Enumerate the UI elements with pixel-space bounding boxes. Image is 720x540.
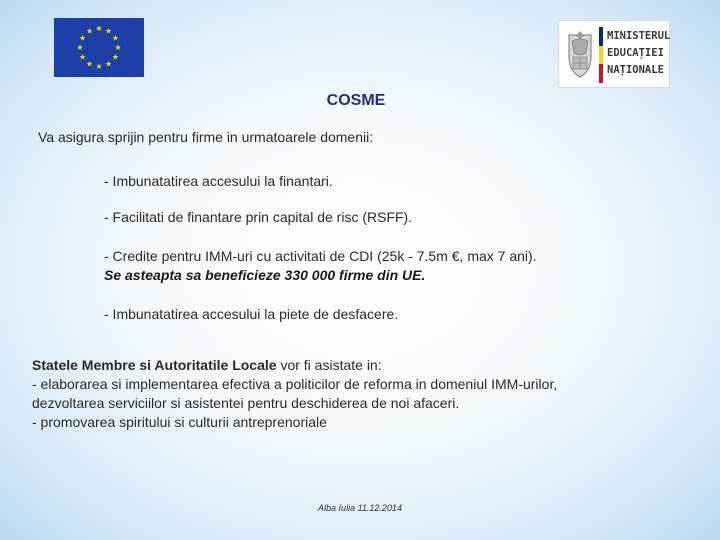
states-heading-line [32, 356, 557, 375]
eu-star-icon [115, 44, 121, 50]
eu-star-icon [112, 35, 118, 41]
intro-text: Va asigura sprijin pentru firme in urmatoarele domenii: [38, 129, 374, 145]
member-states-paragraph [32, 356, 557, 432]
tricolor-blue [599, 27, 603, 46]
romanian-crest-icon [563, 27, 597, 81]
bullet-item: - Facilitati de finantare prin capital de risc (RSFF). [104, 209, 413, 225]
footer-date-location: Alba Iulia 11.12.2014 [318, 503, 402, 513]
eu-star-icon [105, 28, 111, 34]
eu-star-icon [96, 25, 102, 31]
ministry-line: NAȚIONALE [607, 64, 664, 76]
states-rest: vor fi asistate in: [276, 357, 382, 373]
eu-star-icon [86, 28, 92, 34]
eu-star-icon [96, 63, 102, 69]
bullet-item: - Imbunatatirea accesului la piete de desfacere. [104, 306, 399, 322]
states-bold: Statele Membre si Autoritatile Locale [32, 357, 277, 373]
eu-flag-icon [54, 18, 144, 77]
states-line: dezvoltarea serviciilor si asistentei pentru deschiderea de noi afaceri. [32, 395, 460, 411]
slide-title: COSME [326, 92, 386, 109]
states-line: - promovarea spiritului si culturii antreprenoriale [32, 414, 327, 430]
tricolor-yellow [599, 46, 603, 65]
eu-star-icon [105, 61, 111, 67]
ministry-name [607, 28, 670, 79]
eu-star-icon [77, 44, 83, 50]
emphasis-text: Se asteapta sa beneficieze 330 000 firme din UE. [104, 267, 426, 283]
eu-stars [54, 18, 144, 77]
eu-star-icon [80, 35, 86, 41]
ministry-line: EDUCAȚIEI [607, 47, 664, 59]
ministry-logo [558, 20, 670, 88]
tricolor-red [599, 64, 603, 83]
eu-star-icon [80, 54, 86, 60]
eu-star-icon [112, 54, 118, 60]
bullet-item: - Imbunatatirea accesului la finantari. [104, 173, 333, 189]
tricolor-bars [599, 27, 603, 83]
states-line: - elaborarea si implementarea efectiva a politicilor de reforma in domeniul IMM-urilor, [32, 376, 558, 392]
ministry-line: MINISTERUL [607, 30, 671, 42]
bullet-item: - Credite pentru IMM-uri cu activitati de CDI (25k - 7.5m €, max 7 ani). [104, 248, 537, 264]
eu-star-icon [86, 61, 92, 67]
